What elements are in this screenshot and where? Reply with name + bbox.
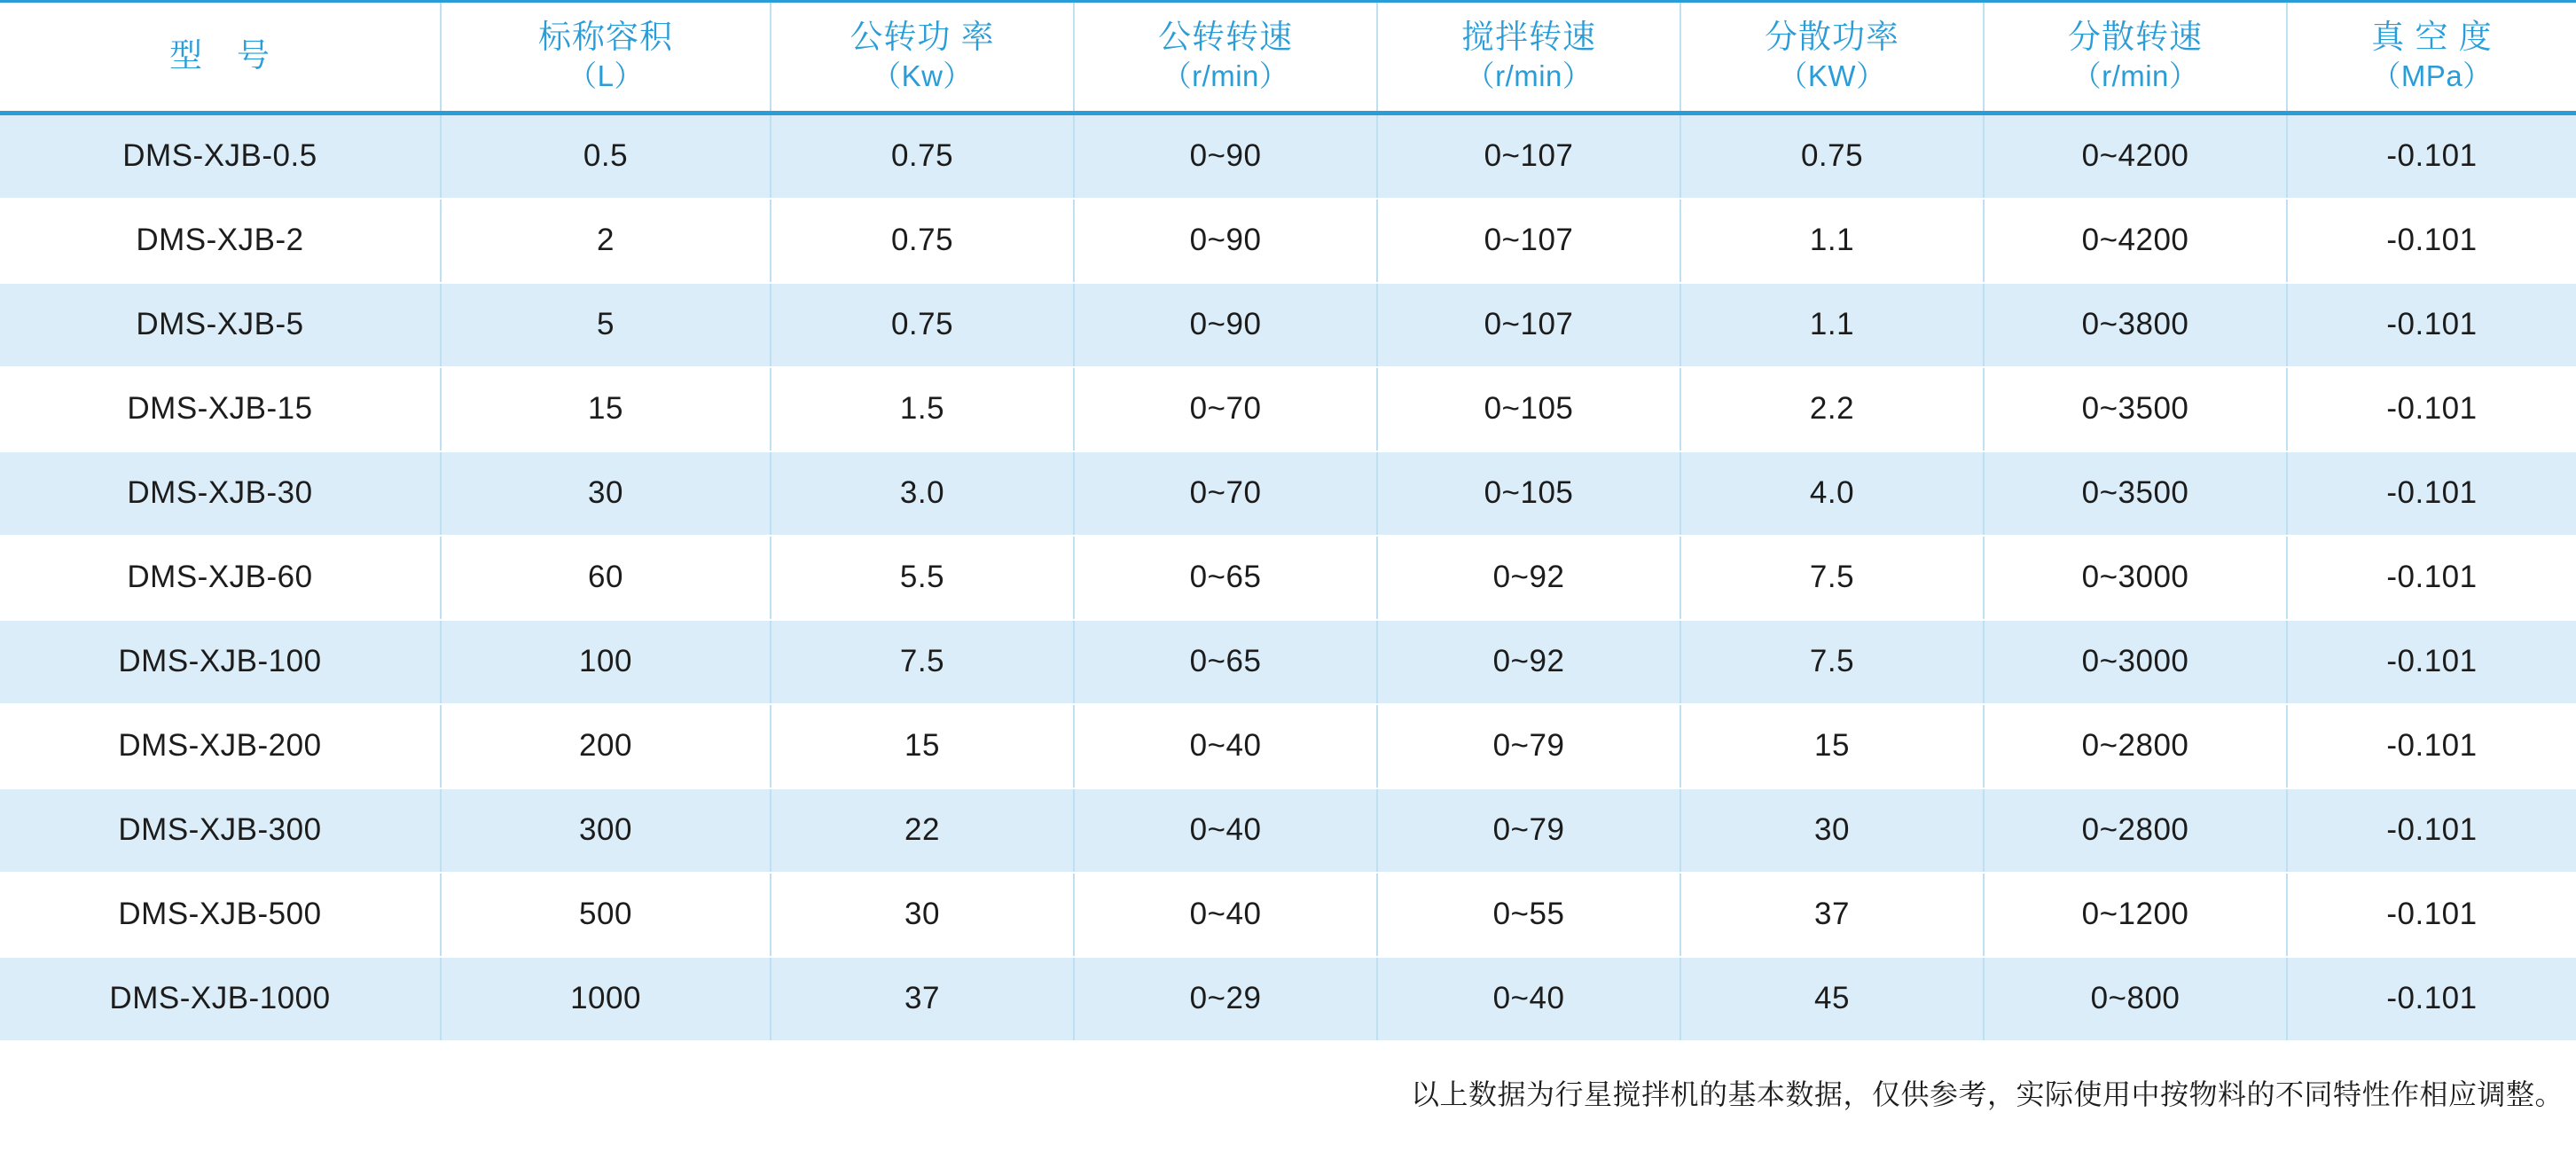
cell-nominal-volume: 100 bbox=[441, 620, 771, 704]
cell-vacuum-degree: -0.101 bbox=[2287, 367, 2576, 451]
cell-stirring-speed: 0~92 bbox=[1377, 536, 1680, 620]
cell-stirring-speed: 0~107 bbox=[1377, 283, 1680, 367]
column-header-stirring-speed bbox=[1377, 2, 1680, 114]
column-header-dispersion-speed bbox=[1984, 2, 2287, 114]
cell-stirring-speed: 0~55 bbox=[1377, 873, 1680, 957]
cell-nominal-volume: 30 bbox=[441, 451, 771, 536]
cell-dispersion-power: 7.5 bbox=[1680, 620, 1984, 704]
cell-model: DMS-XJB-15 bbox=[0, 367, 441, 451]
table-row bbox=[0, 451, 2576, 536]
column-header-line1: 公转功 率 bbox=[850, 19, 995, 55]
cell-nominal-volume: 60 bbox=[441, 536, 771, 620]
cell-vacuum-degree: -0.101 bbox=[2287, 788, 2576, 873]
column-header-line1: 分散功率 bbox=[1765, 19, 1899, 55]
cell-stirring-speed: 0~107 bbox=[1377, 113, 1680, 199]
cell-model: DMS-XJB-300 bbox=[0, 788, 441, 873]
cell-nominal-volume: 200 bbox=[441, 704, 771, 788]
cell-nominal-volume: 0.5 bbox=[441, 113, 771, 199]
cell-revolution-power: 0.75 bbox=[771, 283, 1074, 367]
cell-nominal-volume: 300 bbox=[441, 788, 771, 873]
cell-dispersion-power: 37 bbox=[1680, 873, 1984, 957]
cell-revolution-power: 3.0 bbox=[771, 451, 1074, 536]
cell-dispersion-power: 4.0 bbox=[1680, 451, 1984, 536]
cell-vacuum-degree: -0.101 bbox=[2287, 536, 2576, 620]
cell-nominal-volume: 5 bbox=[441, 283, 771, 367]
cell-revolution-speed: 0~70 bbox=[1074, 367, 1377, 451]
column-header-line1: 搅拌转速 bbox=[1461, 19, 1596, 55]
cell-model: DMS-XJB-5 bbox=[0, 283, 441, 367]
cell-vacuum-degree: -0.101 bbox=[2287, 113, 2576, 199]
cell-dispersion-power: 15 bbox=[1680, 704, 1984, 788]
column-header-dispersion-power bbox=[1680, 2, 1984, 114]
column-header-line1: 标称容积 bbox=[538, 19, 673, 55]
cell-vacuum-degree: -0.101 bbox=[2287, 283, 2576, 367]
cell-nominal-volume: 1000 bbox=[441, 957, 771, 1041]
column-header-line2: （L） bbox=[568, 59, 644, 93]
cell-model: DMS-XJB-500 bbox=[0, 873, 441, 957]
table-row bbox=[0, 957, 2576, 1041]
cell-revolution-speed: 0~40 bbox=[1074, 704, 1377, 788]
cell-model: DMS-XJB-0.5 bbox=[0, 113, 441, 199]
table-row bbox=[0, 367, 2576, 451]
cell-revolution-power: 1.5 bbox=[771, 367, 1074, 451]
cell-revolution-power: 0.75 bbox=[771, 199, 1074, 283]
cell-revolution-power: 30 bbox=[771, 873, 1074, 957]
column-header-line2: （KW） bbox=[1778, 59, 1886, 93]
table-footnote: 以上数据为行星搅拌机的基本数据，仅供参考，实际使用中按物料的不同特性作相应调整。 bbox=[1410, 1078, 2564, 1110]
table-row bbox=[0, 873, 2576, 957]
table-row bbox=[0, 788, 2576, 873]
cell-dispersion-power: 30 bbox=[1680, 788, 1984, 873]
cell-revolution-speed: 0~65 bbox=[1074, 536, 1377, 620]
column-header-line2: （r/min） bbox=[1465, 59, 1593, 93]
cell-dispersion-speed: 0~4200 bbox=[1984, 199, 2287, 283]
cell-stirring-speed: 0~92 bbox=[1377, 620, 1680, 704]
cell-dispersion-power: 0.75 bbox=[1680, 113, 1984, 199]
column-header-line1: 真 空 度 bbox=[2371, 19, 2493, 55]
column-header-line2: （r/min） bbox=[1162, 59, 1289, 93]
cell-model: DMS-XJB-2 bbox=[0, 199, 441, 283]
table-row bbox=[0, 704, 2576, 788]
column-header-revolution-power bbox=[771, 2, 1074, 114]
table-row bbox=[0, 199, 2576, 283]
cell-dispersion-speed: 0~1200 bbox=[1984, 873, 2287, 957]
table-row bbox=[0, 536, 2576, 620]
cell-dispersion-power: 45 bbox=[1680, 957, 1984, 1041]
cell-revolution-speed: 0~29 bbox=[1074, 957, 1377, 1041]
cell-vacuum-degree: -0.101 bbox=[2287, 199, 2576, 283]
table-row bbox=[0, 113, 2576, 199]
cell-revolution-speed: 0~40 bbox=[1074, 788, 1377, 873]
cell-revolution-power: 0.75 bbox=[771, 113, 1074, 199]
cell-model: DMS-XJB-30 bbox=[0, 451, 441, 536]
column-header-line1: 公转转速 bbox=[1158, 19, 1293, 55]
cell-nominal-volume: 2 bbox=[441, 199, 771, 283]
cell-revolution-speed: 0~70 bbox=[1074, 451, 1377, 536]
column-header-vacuum-degree bbox=[2287, 2, 2576, 114]
cell-vacuum-degree: -0.101 bbox=[2287, 704, 2576, 788]
column-header-nominal-volume bbox=[441, 2, 771, 114]
cell-vacuum-degree: -0.101 bbox=[2287, 957, 2576, 1041]
cell-revolution-power: 5.5 bbox=[771, 536, 1074, 620]
cell-revolution-speed: 0~90 bbox=[1074, 199, 1377, 283]
table-header-row bbox=[0, 2, 2576, 114]
cell-dispersion-speed: 0~3500 bbox=[1984, 451, 2287, 536]
cell-stirring-speed: 0~79 bbox=[1377, 704, 1680, 788]
cell-dispersion-power: 1.1 bbox=[1680, 283, 1984, 367]
cell-stirring-speed: 0~79 bbox=[1377, 788, 1680, 873]
cell-model: DMS-XJB-60 bbox=[0, 536, 441, 620]
cell-dispersion-speed: 0~3000 bbox=[1984, 536, 2287, 620]
cell-dispersion-power: 1.1 bbox=[1680, 199, 1984, 283]
column-header-line1: 分散转速 bbox=[2068, 19, 2203, 55]
cell-dispersion-speed: 0~3000 bbox=[1984, 620, 2287, 704]
cell-revolution-speed: 0~90 bbox=[1074, 283, 1377, 367]
cell-nominal-volume: 15 bbox=[441, 367, 771, 451]
cell-model: DMS-XJB-1000 bbox=[0, 957, 441, 1041]
cell-dispersion-speed: 0~800 bbox=[1984, 957, 2287, 1041]
cell-model: DMS-XJB-100 bbox=[0, 620, 441, 704]
table-body bbox=[0, 113, 2576, 1041]
cell-stirring-speed: 0~105 bbox=[1377, 451, 1680, 536]
cell-revolution-power: 15 bbox=[771, 704, 1074, 788]
cell-revolution-speed: 0~40 bbox=[1074, 873, 1377, 957]
column-header-line1: 型 号 bbox=[169, 36, 270, 74]
cell-vacuum-degree: -0.101 bbox=[2287, 873, 2576, 957]
cell-model: DMS-XJB-200 bbox=[0, 704, 441, 788]
cell-dispersion-power: 2.2 bbox=[1680, 367, 1984, 451]
table-header bbox=[0, 2, 2576, 114]
table-row bbox=[0, 283, 2576, 367]
cell-dispersion-speed: 0~2800 bbox=[1984, 704, 2287, 788]
cell-dispersion-speed: 0~3800 bbox=[1984, 283, 2287, 367]
cell-revolution-power: 37 bbox=[771, 957, 1074, 1041]
column-header-line2: （Kw） bbox=[872, 59, 973, 93]
column-header-revolution-speed bbox=[1074, 2, 1377, 114]
cell-stirring-speed: 0~107 bbox=[1377, 199, 1680, 283]
cell-vacuum-degree: -0.101 bbox=[2287, 620, 2576, 704]
cell-vacuum-degree: -0.101 bbox=[2287, 451, 2576, 536]
column-header-line2: （MPa） bbox=[2371, 59, 2493, 93]
column-header-model bbox=[0, 2, 441, 114]
cell-dispersion-speed: 0~2800 bbox=[1984, 788, 2287, 873]
cell-dispersion-speed: 0~4200 bbox=[1984, 113, 2287, 199]
cell-stirring-speed: 0~40 bbox=[1377, 957, 1680, 1041]
column-header-line2: （r/min） bbox=[2071, 59, 2199, 93]
cell-dispersion-speed: 0~3500 bbox=[1984, 367, 2287, 451]
table-row bbox=[0, 620, 2576, 704]
cell-dispersion-power: 7.5 bbox=[1680, 536, 1984, 620]
cell-revolution-power: 7.5 bbox=[771, 620, 1074, 704]
cell-stirring-speed: 0~105 bbox=[1377, 367, 1680, 451]
cell-nominal-volume: 500 bbox=[441, 873, 771, 957]
cell-revolution-speed: 0~65 bbox=[1074, 620, 1377, 704]
cell-revolution-power: 22 bbox=[771, 788, 1074, 873]
cell-revolution-speed: 0~90 bbox=[1074, 113, 1377, 199]
